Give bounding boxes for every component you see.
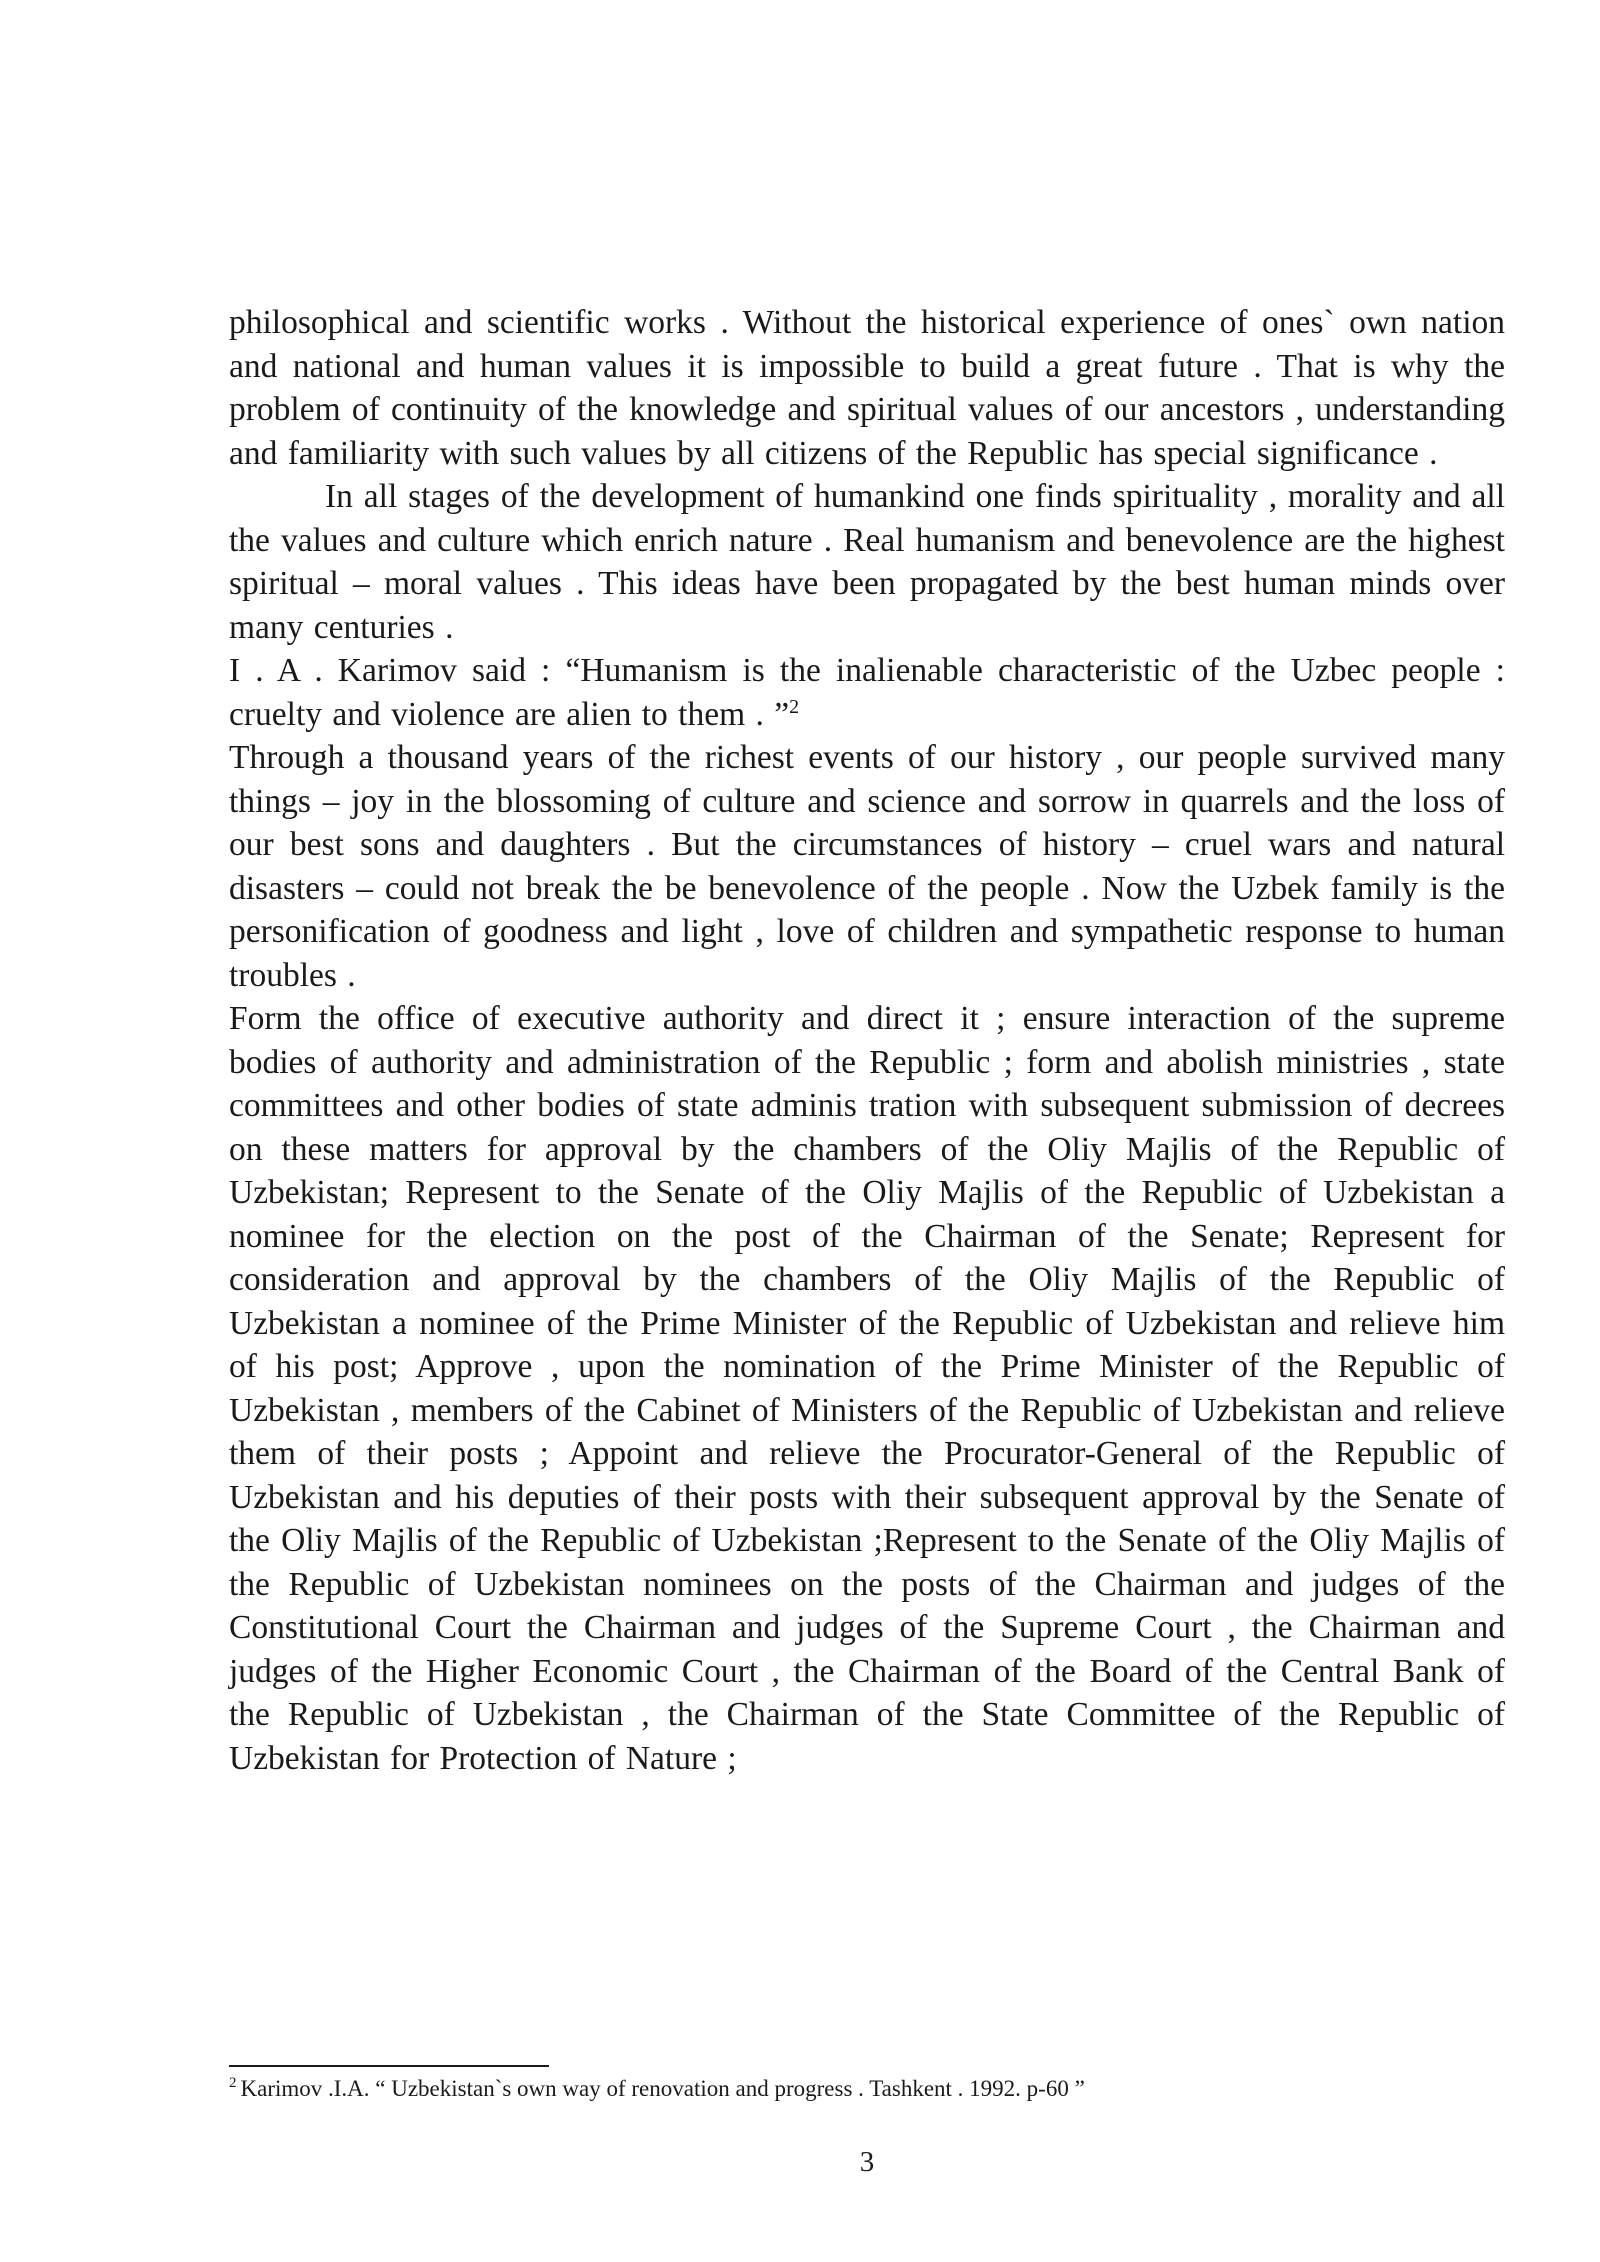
paragraph-text: Form the office of executive authority and direct it ; ensure interaction of the supreme bodies of authority and administration of the Republic ; form and abolish ministries , state committees and other bodies of state adminis tration with subsequent submission of decrees on these matters for approval by the chambers of the Oliy Majlis of the Republic of Uzbekistan; Represent to the Senate of the Oliy Majlis of the Republic of Uzbekistan a nominee for the election on the post of the Chairman of the Senate; Represent for consideration and approval by the chambers of the Oliy Majlis of the Republic of Uzbekistan a nominee of the Prime Minister of the Republic of Uzbekistan and relieve him of his post; Approve , upon the nomination of the Prime Minister of the Republic of Uzbekistan , members of the Cabinet of Ministers of the Republic of Uzbekistan and relieve them of their posts ; Appoint and relieve the Procurator-General of the Republic of Uzbekistan and his deputies of their posts with their subsequent approval by the Senate of the Oliy Majlis of the Republic of Uzbekistan ;Represent to the Senate of the Oliy Majlis of the Republic of Uzbekistan nominees on the posts of the Chairman and judges of the Constitutional Court the Chairman and judges of the Supreme Court , the Chairman and judges of the Higher Economic Court , the Chairman of the Board of the Central Bank of the Republic of Uzbekistan , the Chairman of the State Committee of the Republic of Uzbekistan for Protection of Nature ; — [229, 1000, 1505, 1777]
page-number: 3 — [859, 2146, 875, 2178]
paragraph-history — [229, 736, 1505, 997]
footnote-number: 2 — [229, 2075, 237, 2092]
paragraph-text: philosophical and scientific works . Without the historical experience of ones` own nation and national and human values it is impossible to build a great future . That is why the problem of continuity of the knowledge and spiritual values of our ancestors , understanding and familiarity with such values by all citizens of the Republic has special significance . — [229, 304, 1505, 472]
paragraph-karimov-quote — [229, 649, 1505, 736]
footnote-reference[interactable]: 2 — [789, 695, 800, 718]
paragraph-humankind — [229, 475, 1505, 649]
footnote — [229, 2074, 1505, 2104]
paragraph-continuation — [229, 301, 1505, 475]
paragraph-executive-authority — [229, 997, 1505, 1780]
paragraph-text: Through a thousand years of the richest events of our history , our people survived many things – joy in the blossoming of culture and science and sorrow in quarrels and the loss of our best sons and daughters . But the circumstances of history – cruel wars and natural disasters – could not break the be benevolence of the people . Now the Uzbek family is the personification of goodness and light , love of children and sympathetic response to human troubles . — [229, 739, 1505, 994]
body-text — [229, 301, 1505, 1780]
footnote-text: Karimov .I.A. “ Uzbekistan`s own way of renovation and progress . Tashkent . 1992. p-60 ” — [240, 2076, 1085, 2101]
paragraph-text: I . A . Karimov said : “Humanism is the inalienable characteristic of the Uzbec people : cruelty and violence are alien to them . ” — [229, 652, 1505, 733]
paragraph-text: In all stages of the development of humankind one finds spirituality , morality and all the values and culture which enrich nature . Real humanism and benevolence are the highest spiritual – moral values . This ideas have been propagated by the best human minds over many centuries . — [229, 478, 1505, 646]
footnote-separator — [229, 2065, 549, 2067]
